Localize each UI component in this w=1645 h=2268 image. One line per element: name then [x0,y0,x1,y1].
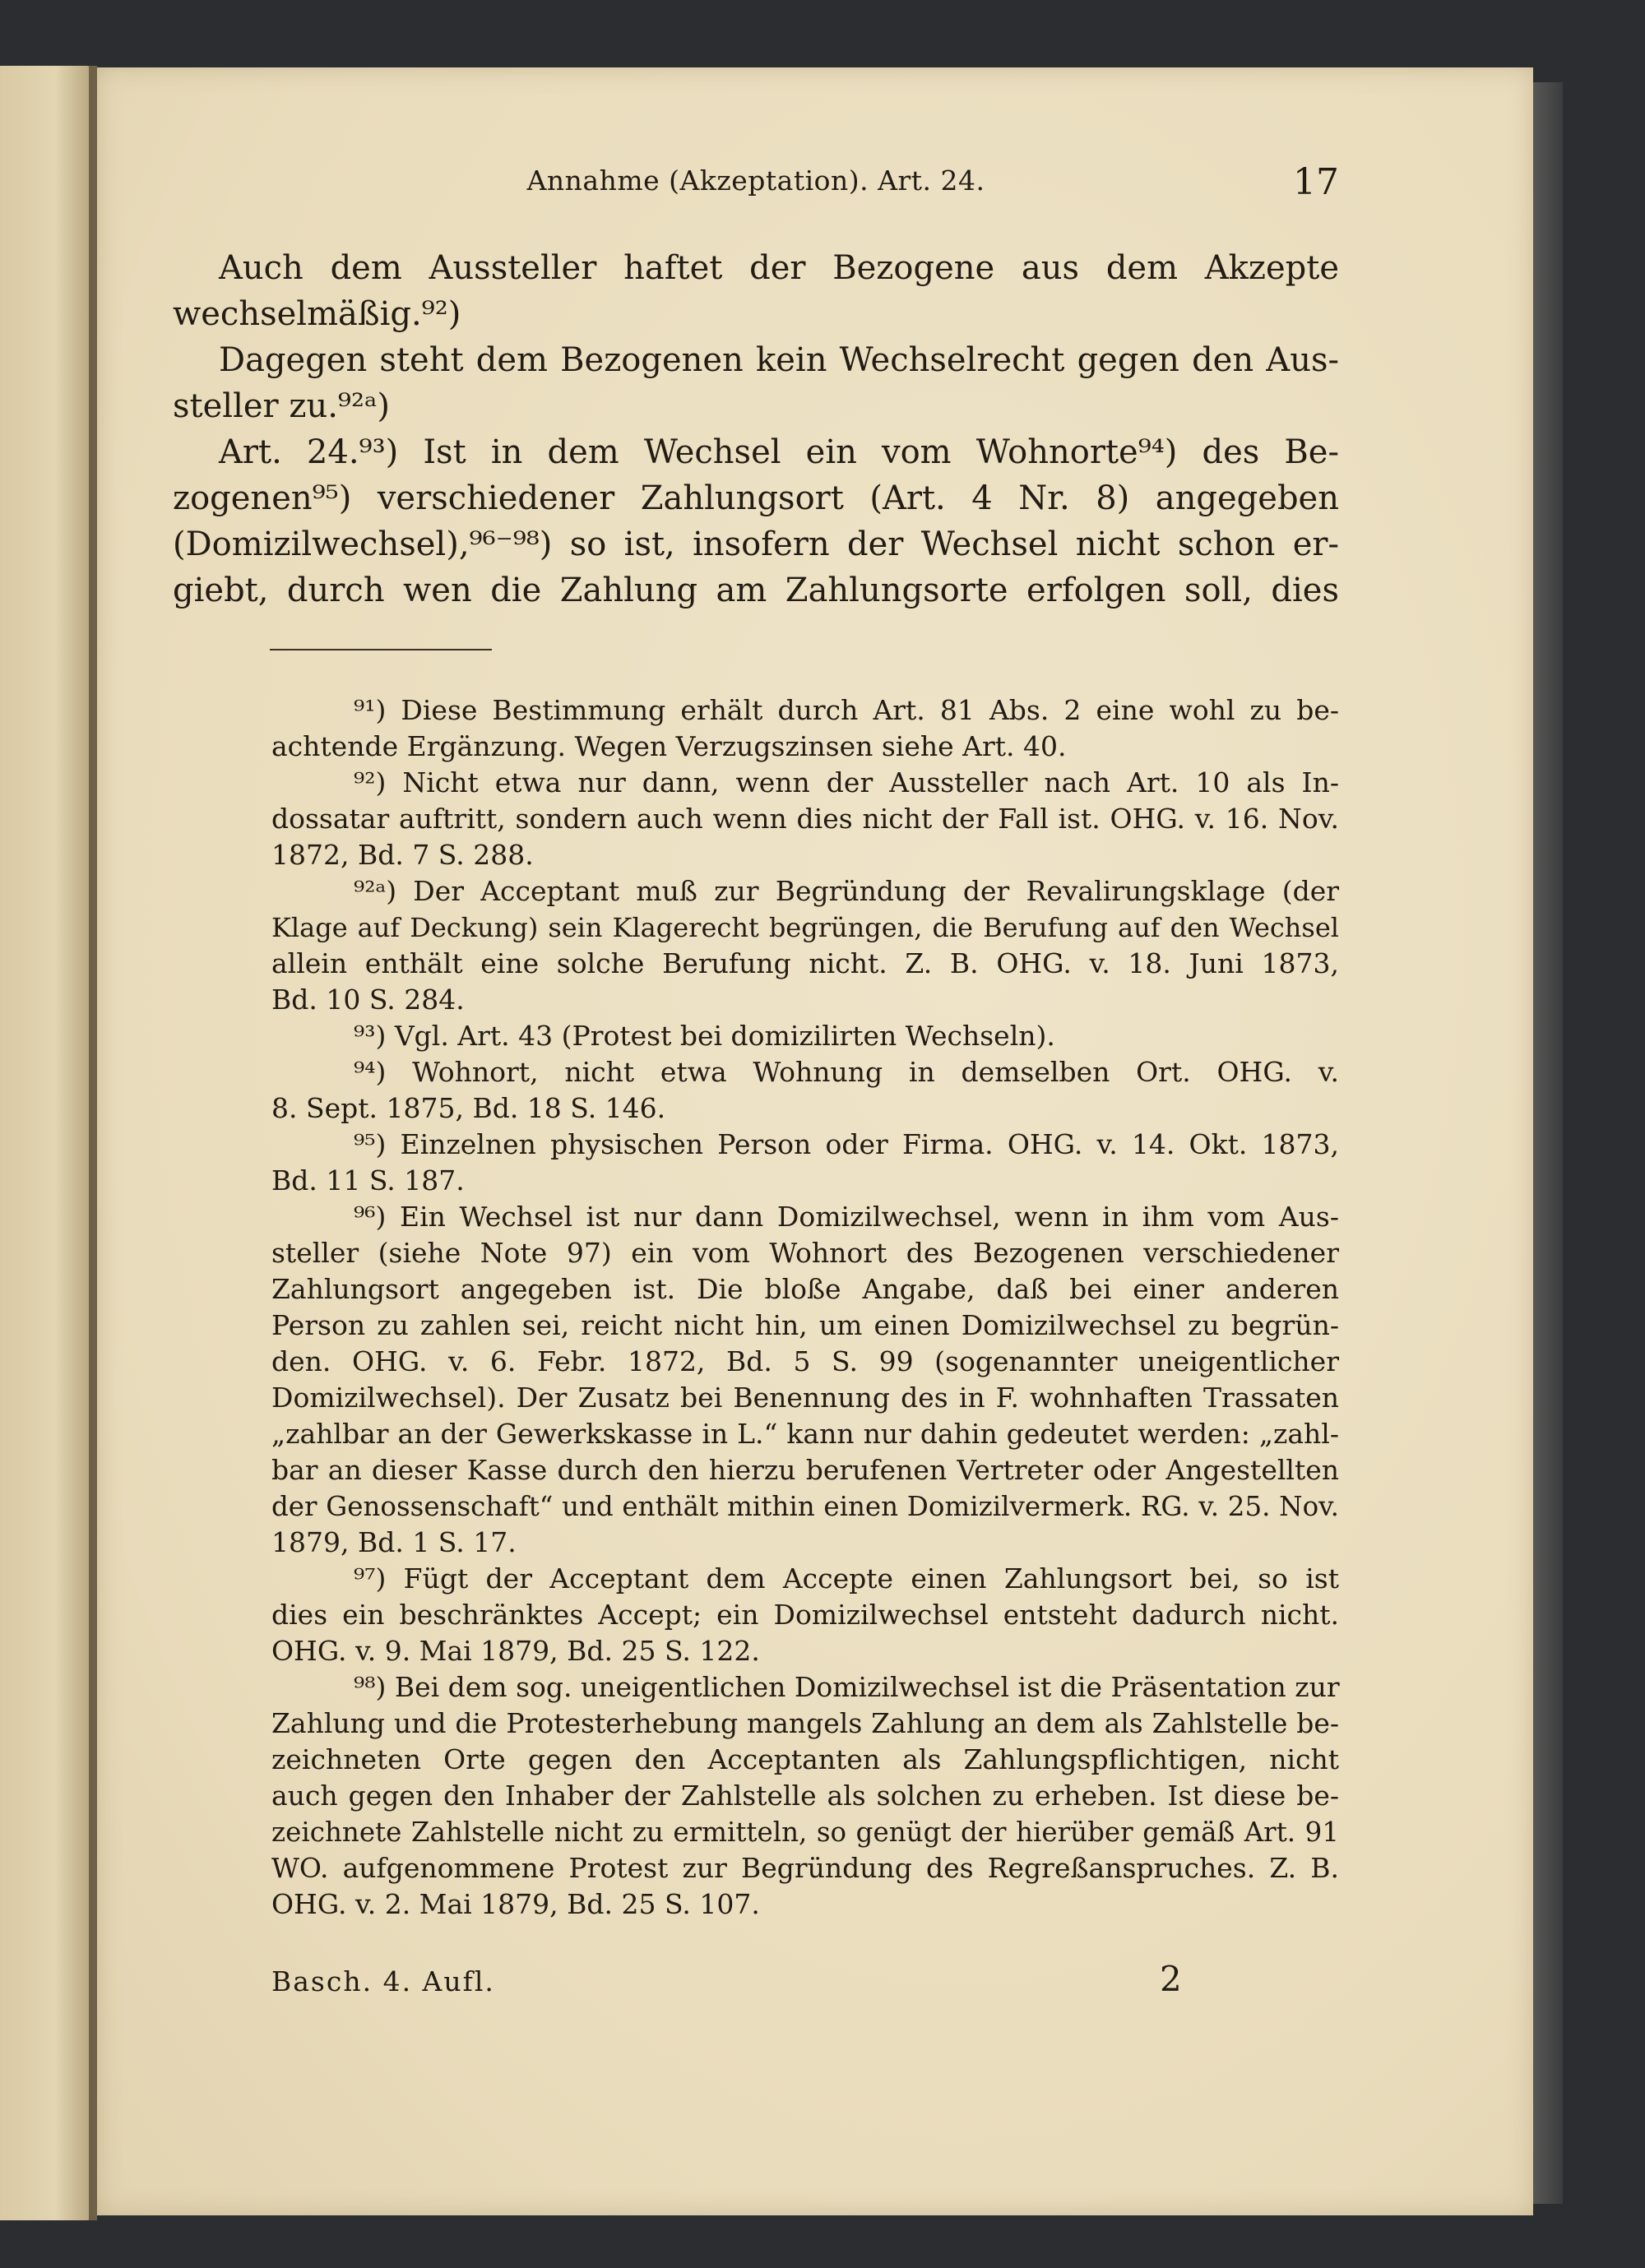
footnote-line: 8. Sept. 1875, Bd. 18 S. 146. [271,1092,666,1124]
body-line: steller zu.⁹²ᵃ) [173,387,391,425]
page-number: 17 [1293,161,1339,203]
footnote-line: Person zu zahlen sei, reicht nicht hin, um einen Domizilwechsel zu begrün- [271,1309,1339,1341]
body-line: giebt, durch wen die Zahlung am Zahlungsorte erfolgen soll, dies [173,572,1339,609]
footnote-line: 1872, Bd. 7 S. 288. [271,839,534,871]
footnote-line: dies ein beschränktes Accept; ein Domizilwechsel entsteht dadurch nicht. [271,1599,1339,1631]
footnote-line: bar an dieser Kasse durch den hierzu berufenen Vertreter oder Angestellten [271,1454,1339,1486]
body-line: Art. 24.⁹³) Ist in dem Wechsel ein vom Wohnorte⁹⁴) des Be- [219,433,1339,471]
footnote-line: zeichneten Orte gegen den Acceptanten als Zahlungspflichtigen, nicht [271,1743,1339,1775]
body-line: (Domizilwechsel),⁹⁶⁻⁹⁸) so ist, insofern der Wechsel nicht schon er- [173,525,1339,563]
footnote-rule [270,649,492,650]
footnote-line: Klage auf Deckung) sein Klagerecht begrüngen, die Berufung auf den Wechsel [271,912,1339,943]
footnote-line: ⁹⁸) Bei dem sog. uneigentlichen Domizilwechsel ist die Präsentation zur [354,1671,1340,1703]
signature-mark: Basch. 4. Aufl. [271,1965,495,1997]
page-header [173,161,1339,211]
footnote-line: 1879, Bd. 1 S. 17. [271,1526,517,1558]
body-line: wechselmäßig.⁹²) [173,295,461,333]
footnote-line: ⁹¹) Diese Bestimmung erhält durch Art. 81 Abs. 2 eine wohl zu be- [354,694,1339,726]
footnote-line: ⁹³) Vgl. Art. 43 (Protest bei domizilirten Wechseln). [354,1020,1055,1052]
footnote-line: zeichnete Zahlstelle nicht zu ermitteln, so genügt der hierüber gemäß Art. 91 [271,1817,1339,1848]
footnote-line: OHG. v. 9. Mai 1879, Bd. 25 S. 122. [271,1635,760,1667]
footnote-line: dossatar auftritt, sondern auch wenn dies nicht der Fall ist. OHG. v. 16. Nov. [271,803,1339,835]
footnote-line: den. OHG. v. 6. Febr. 1872, Bd. 5 S. 99 (sogenannter uneigentlicher [271,1345,1339,1377]
footnote-line: Bd. 10 S. 284. [271,984,465,1016]
body-line: Dagegen steht dem Bezogenen kein Wechselrecht gegen den Aus- [219,341,1339,379]
footnote-line: achtende Ergänzung. Wegen Verzugszinsen siehe Art. 40. [271,730,1067,762]
footnote-line: ⁹⁵) Einzelnen physischen Person oder Firma. OHG. v. 14. Okt. 1873, [354,1128,1339,1160]
footnote-line: OHG. v. 2. Mai 1879, Bd. 25 S. 107. [271,1888,760,1920]
facing-page-edge [0,66,92,2220]
footnote-line: Zahlung und die Protesterhebung mangels Zahlung an dem als Zahlstelle be- [271,1707,1339,1739]
signature-number: 2 [1160,1959,1182,1999]
footnote-line: ⁹⁴) Wohnort, nicht etwa Wohnung in demselben Ort. OHG. v. [354,1056,1339,1088]
footnote-line: steller (siehe Note 97) ein vom Wohnort des Bezogenen verschiedener [271,1237,1339,1269]
footnote-line: allein enthält eine solche Berufung nicht. Z. B. OHG. v. 18. Juni 1873, [271,947,1339,979]
running-head: Annahme (Akzeptation). Art. 24. [526,164,985,197]
footnote-line: Domizilwechsel). Der Zusatz bei Benennung des in F. wohnhaften Trassaten [271,1382,1339,1414]
book-gutter [89,66,97,2220]
footnote-line: WO. aufgenommene Protest zur Begründung des Regreßanspruches. Z. B. [271,1852,1339,1884]
footnote-line: ⁹⁶) Ein Wechsel ist nur dann Domizilwechsel, wenn in ihm vom Aus- [354,1201,1339,1233]
book-cover-edge [1530,82,1563,2204]
footnote-line: Zahlungsort angegeben ist. Die bloße Angabe, daß bei einer anderen [271,1273,1339,1305]
footnote-line: der Genossenschaft“ und enthält mithin einen Domizilvermerk. RG. v. 25. Nov. [271,1491,1339,1522]
body-line: Auch dem Aussteller haftet der Bezogene aus dem Akzepte [219,249,1339,287]
footnote-line: auch gegen den Inhaber der Zahlstelle als solchen zu erheben. Ist diese be- [271,1780,1339,1812]
footnote-line: ⁹²ᵃ) Der Acceptant muß zur Begründung der Revalirungsklage (der [354,875,1339,907]
body-line: zogenen⁹⁵) verschiedener Zahlungsort (Art. 4 Nr. 8) angegeben [173,479,1339,517]
footnote-line: „zahlbar an der Gewerkskasse in L.“ kann nur dahin gedeutet werden: „zahl- [271,1418,1339,1450]
footnote-line: ⁹²) Nicht etwa nur dann, wenn der Aussteller nach Art. 10 als In- [354,766,1339,798]
page-footer [271,1959,1182,2005]
footnote-line: ⁹⁷) Fügt der Acceptant dem Accepte einen Zahlungsort bei, so ist [354,1562,1339,1595]
footnote-line: Bd. 11 S. 187. [271,1164,465,1196]
